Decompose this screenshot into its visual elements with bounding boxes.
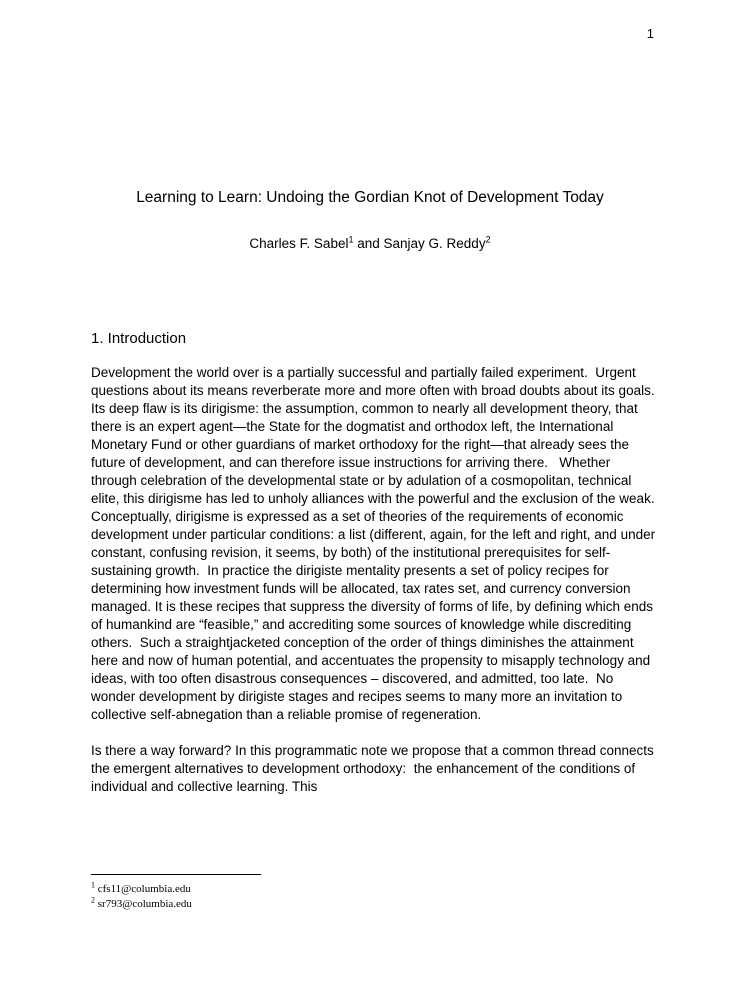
footnote-1-marker: 1 bbox=[91, 880, 95, 890]
author-first-name: Charles F. Sabel bbox=[249, 236, 349, 251]
paragraph-2: Is there a way forward? In this programmatic note we propose that a common thread connects the emergent alternatives to development orthodoxy: the enhancement of the conditions of individual and collective learning. This bbox=[91, 743, 658, 794]
authors-separator: and bbox=[353, 236, 384, 251]
footnote-2-marker: 2 bbox=[91, 895, 95, 905]
footnote-1-text: cfs11@columbia.edu bbox=[97, 883, 191, 895]
footnote-1 bbox=[91, 882, 657, 897]
author-first-footnote-marker: 1 bbox=[348, 234, 354, 245]
footnote-2 bbox=[91, 897, 657, 912]
footnote-separator-line bbox=[91, 874, 261, 875]
page-number: 1 bbox=[646, 26, 654, 41]
author-second-footnote-marker: 2 bbox=[485, 234, 491, 245]
author-second-name: Sanjay G. Reddy bbox=[383, 236, 486, 251]
section-heading-introduction: 1. Introduction bbox=[91, 330, 187, 347]
footnotes-section bbox=[91, 874, 657, 912]
paper-title: Learning to Learn: Undoing the Gordian Knot of Development Today bbox=[136, 189, 604, 206]
paragraph-1: Development the world over is a partially successful and partially failed experiment. Urgent questions about its means reverberate more and more often with broad doubts about its goals. Its deep flaw is its dirigisme: the assumption, common to nearly all development theory, that there is an expert agent—the State for the dogmatist and orthodox left, the International Monetary Fund or other guardians of market orthodoxy for the right—that already sees the future of development, and can therefore issue instructions for arriving there. Whether through celebration of the developmental state or by adulation of a cosmopolitan, technical elite, this dirigisme has led to unholy alliances with the powerful and the exclusion of the weak. Conceptually, dirigisme is expressed as a set of theories of the requirements of economic development under particular conditions: a list (different, again, for the left and right, and under constant, confusing revision, it seems, by both) of the institutional prerequisites for self-sustaining growth. In practice the dirigiste mentality presents a set of policy recipes for determining how investment funds will be allocated, tax rates set, and currency conversion managed. It is these recipes that suppress the diversity of forms of life, by defining which ends of humankind are “feasible,” and accrediting some sources of knowledge while discrediting others. Such a straightjacketed conception of the order of things diminishes the attainment here and now of human potential, and accentuates the propensity to misapply technology and ideas, with too often disastrous consequences – discovered, and admitted, too late. No wonder development by dirigiste stages and recipes seems to many more an invitation to collective self-abnegation than a reliable promise of regeneration. bbox=[91, 365, 663, 722]
footnote-2-text: sr793@columbia.edu bbox=[97, 898, 192, 910]
body-text bbox=[91, 364, 663, 814]
authors-line bbox=[70, 236, 670, 251]
